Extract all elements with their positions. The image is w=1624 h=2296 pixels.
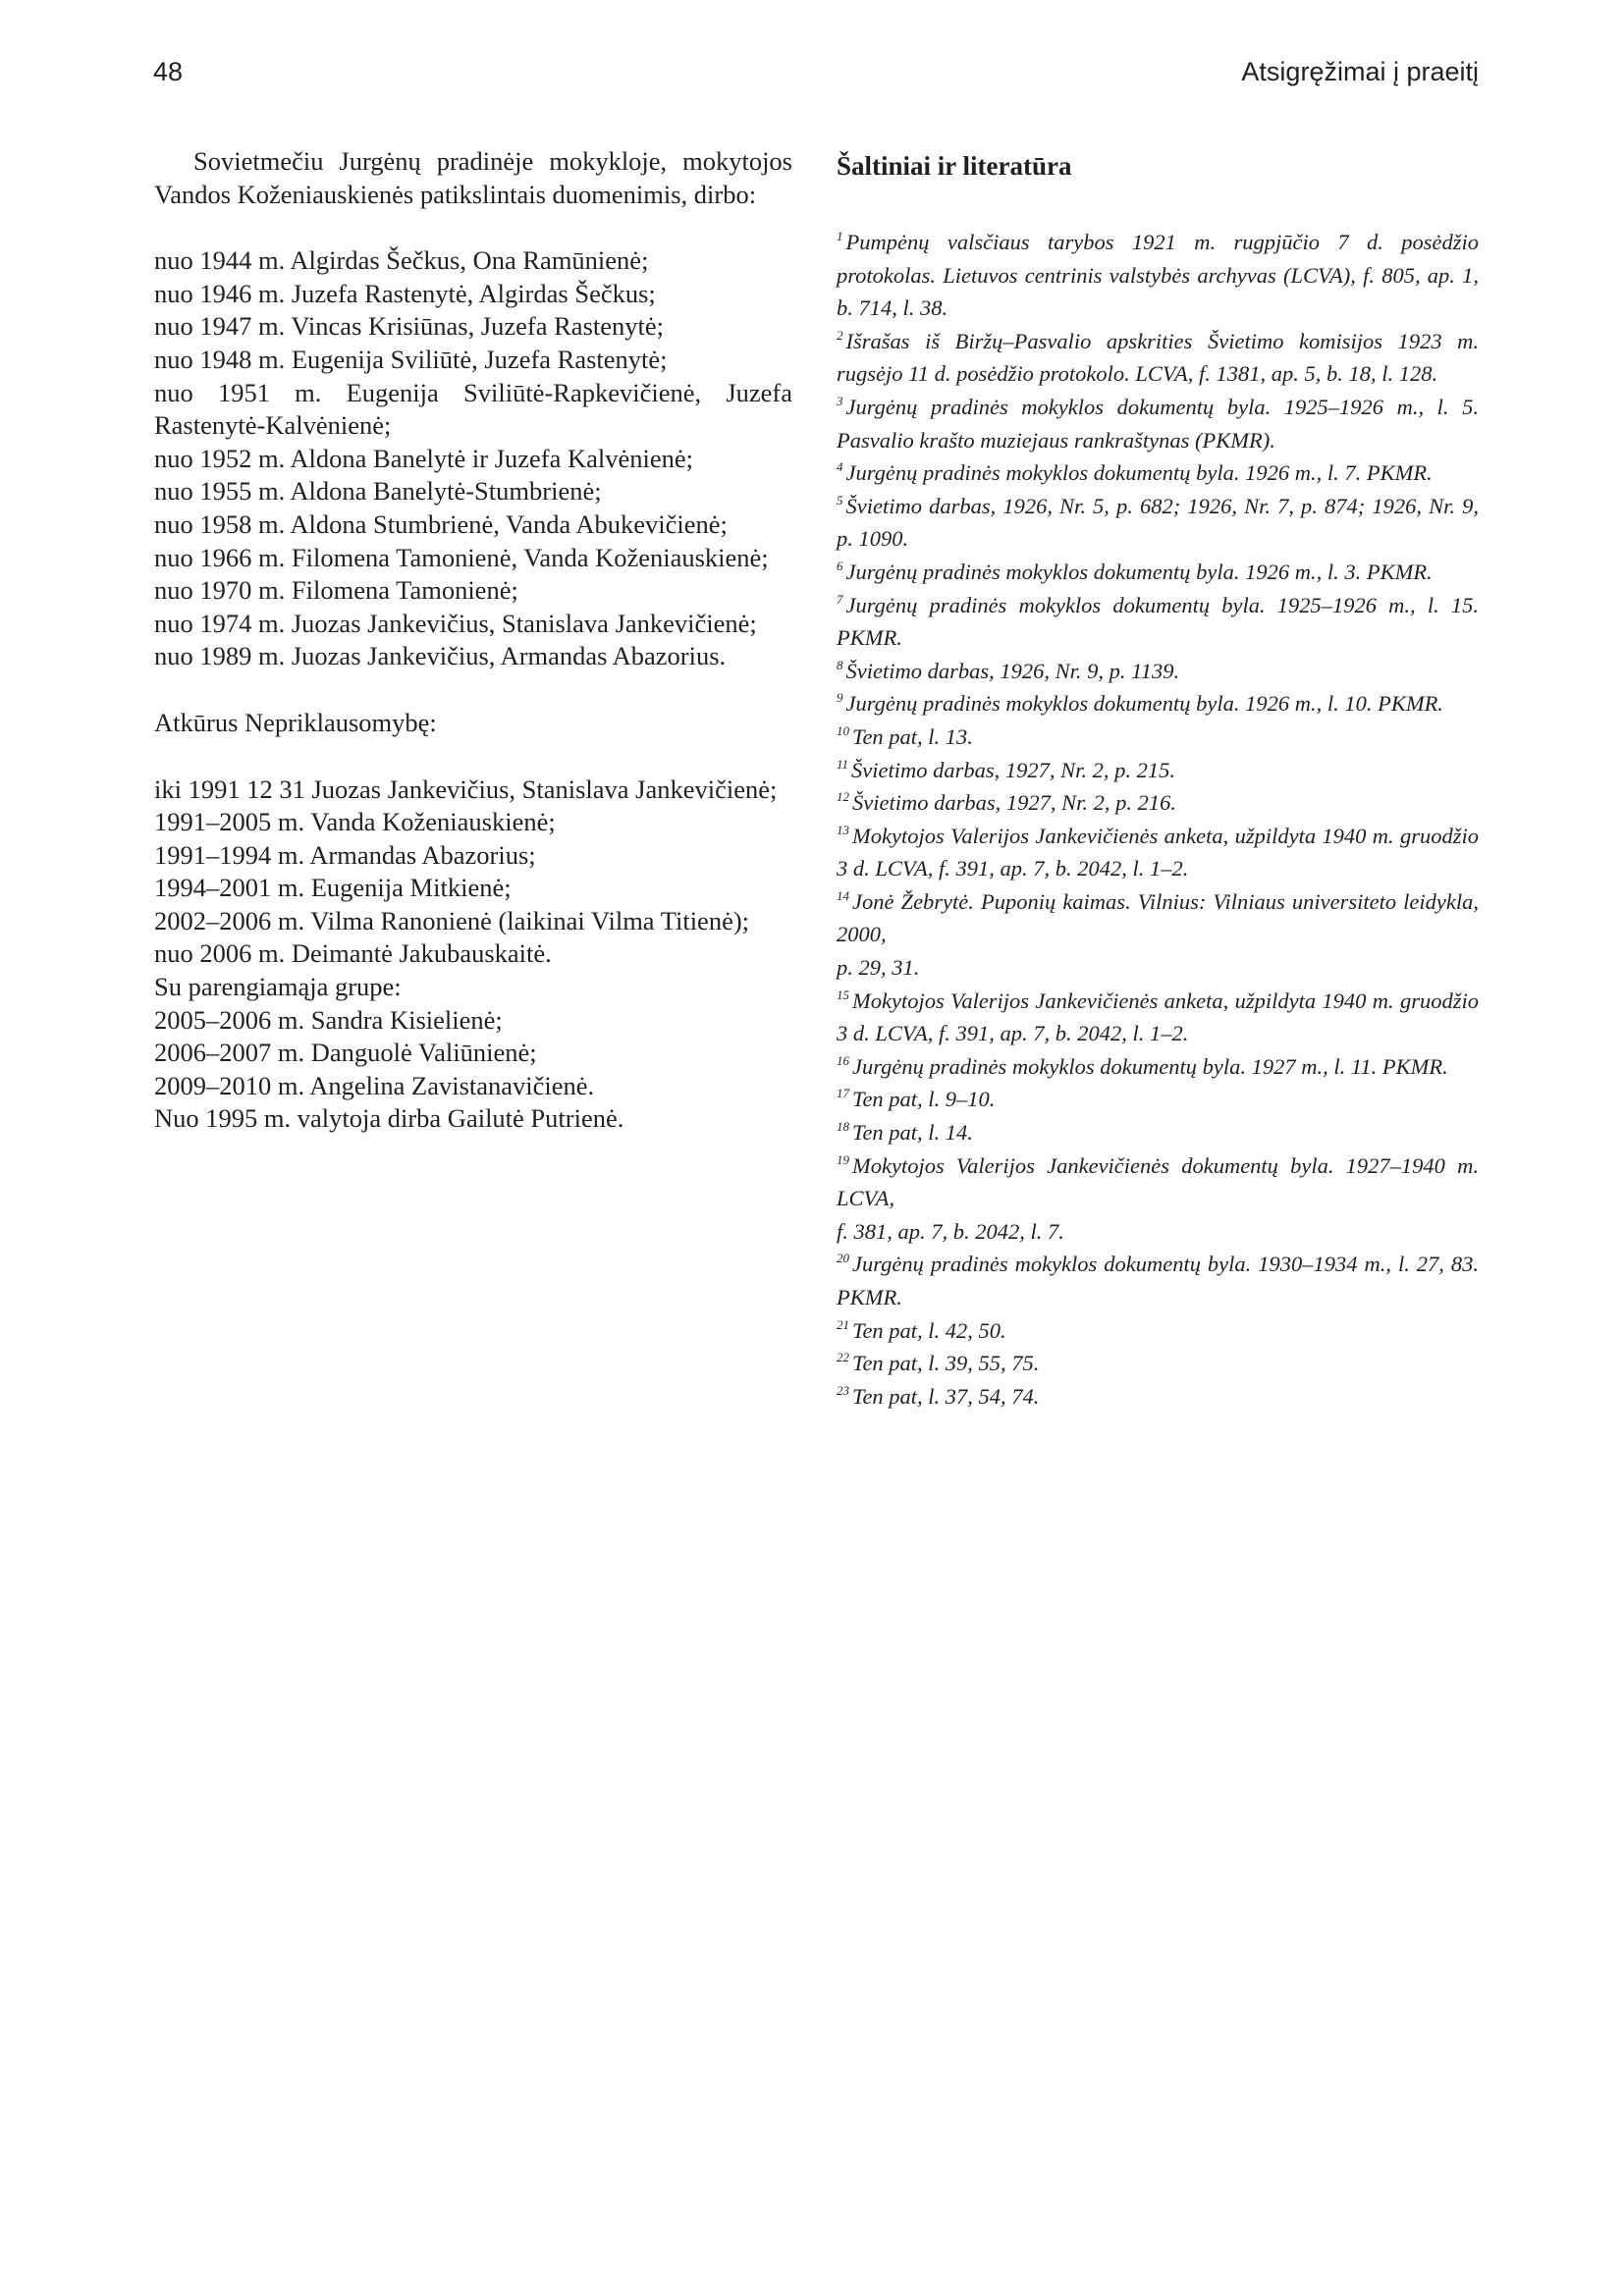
footnote [837, 1215, 1479, 1249]
footnote [837, 226, 1479, 325]
footnote-number: 5 [837, 492, 843, 507]
footnote-text: Jonė Žebrytė. Puponių kaimas. Vilnius: Vilniaus universiteto leidykla, 2000, [837, 888, 1479, 947]
running-title: Atsigręžimai į praeitį [1241, 57, 1479, 86]
footnote-text: Jurgėnų pradinės mokyklos dokumentų byla. 1926 m., l. 10. PKMR. [845, 691, 1443, 717]
footnote-number: 12 [837, 789, 849, 805]
staff-entry: 1994–2001 m. Eugenija Mitkienė; [154, 873, 512, 903]
footnote-text: Pumpėnų valsčiaus tarybos 1921 m. rugpjūčio 7 d. posėdžio protokolas. Lietuvos centrinis valstybės archyvas (LCVA), f. 805, ap. 1, b. 714, l. 38. [837, 230, 1479, 321]
footnote-text: Ten pat, l. 14. [852, 1120, 973, 1146]
footnote [837, 951, 1479, 985]
staff-entry: iki 1991 12 31 Juozas Jankevičius, Stanislava Jankevičienė; [154, 774, 778, 804]
footnote-text: Jurgėnų pradinės mokyklos dokumentų byla. 1927 m., l. 11. PKMR. [852, 1053, 1448, 1079]
staff-entry: nuo 1946 m. Juzefa Rastenytė, Algirdas Šečkus; [154, 278, 656, 308]
footnote-number: 22 [837, 1350, 849, 1365]
staff-entry: nuo 1951 m. Eugenija Sviliūtė-Rapkevičienė, Juzefa Rastenytė-Kalvėnienė; [154, 377, 792, 441]
footnote [837, 655, 1479, 688]
footnote-text: Švietimo darbas, 1926, Nr. 9, p. 1139. [845, 658, 1180, 683]
footnote-number: 14 [837, 887, 849, 903]
footnote-number: 20 [837, 1251, 849, 1266]
footnote [837, 721, 1479, 754]
footnote-number: 11 [837, 756, 849, 772]
footnote-number: 6 [837, 558, 843, 573]
page-number: 48 [153, 57, 184, 86]
footnote [837, 1347, 1479, 1380]
footnote-text: Jurgėnų pradinės mokyklos dokumentų byla. 1926 m., l. 3. PKMR. [845, 559, 1433, 584]
footnote [837, 754, 1479, 787]
footnote-text: Jurgėnų pradinės mokyklos dokumentų byla. 1930–1934 m., l. 27, 83. PKMR. [837, 1252, 1479, 1309]
footnote-number: 16 [837, 1052, 849, 1068]
footnote-text: Švietimo darbas, 1927, Nr. 2, p. 215. [851, 757, 1176, 782]
footnote-text: Ten pat, l. 13. [852, 723, 973, 749]
footnote-text: Ten pat, l. 37, 54, 74. [852, 1383, 1040, 1409]
staff-entry: Nuo 1995 m. valytoja dirba Gailutė Putrienė. [154, 1103, 624, 1134]
footnote [837, 456, 1479, 490]
footnote [837, 325, 1479, 391]
footnote [837, 1050, 1479, 1084]
staff-entry: 2006–2007 m. Danguolė Valiūnienė; [154, 1038, 537, 1068]
footnote [837, 556, 1479, 589]
footnote-text: Mokytojos Valerijos Jankevičienės dokumentų byla. 1927–1940 m. LCVA, [837, 1152, 1479, 1211]
footnote-number: 1 [837, 229, 843, 243]
staff-entry: nuo 1948 m. Eugenija Sviliūtė, Juzefa Rastenytė; [154, 344, 668, 374]
footnote-text: Ten pat, l. 9–10. [852, 1087, 996, 1112]
footnote [837, 490, 1479, 556]
staff-entry: 2005–2006 m. Sandra Kisielienė; [154, 1004, 503, 1035]
staff-entry: 1991–2005 m. Vanda Koženiauskienė; [154, 807, 556, 837]
footnote [837, 1116, 1479, 1149]
staff-entry: Su parengiamąja grupe: [154, 972, 402, 1002]
footnote [837, 985, 1479, 1050]
staff-entry: nuo 1955 m. Aldona Banelytė-Stumbrienė; [154, 476, 602, 507]
footnote [837, 1083, 1479, 1116]
footnote-text: Švietimo darbas, 1926, Nr. 5, p. 682; 1926, Nr. 7, p. 874; 1926, Nr. 9, p. 1090. [837, 493, 1479, 552]
staff-entry: nuo 2006 m. Deimantė Jakubauskaitė. [154, 938, 552, 969]
staff-entry: 2009–2010 m. Angelina Zavistanavičienė. [154, 1070, 595, 1100]
staff-entry: nuo 1974 m. Juozas Jankevičius, Stanislava Jankevičienė; [154, 608, 757, 638]
staff-entry: nuo 1952 m. Aldona Banelytė ir Juzefa Kalvėnienė; [154, 443, 693, 473]
staff-entry: nuo 1958 m. Aldona Stumbrienė, Vanda Abukevičienė; [154, 508, 728, 539]
staff-entry: 1991–1994 m. Armandas Abazorius; [154, 839, 536, 870]
footnote-text: Jurgėnų pradinės mokyklos dokumentų byla. 1925–1926 m., l. 15. PKMR. [837, 592, 1479, 651]
intro-paragraph: Sovietmečiu Jurgėnų pradinėje mokykloje, mokytojos Vandos Koženiauskienės patikslintais duomenimis, dirbo: [154, 146, 792, 209]
footnote [837, 885, 1479, 951]
main-text-column [154, 145, 792, 1136]
footnote-number: 18 [837, 1119, 849, 1135]
footnote [837, 1380, 1479, 1414]
footnote-text: f. 381, ap. 7, b. 2042, l. 7. [837, 1218, 1064, 1244]
footnote [837, 1314, 1479, 1348]
footnote-number: 8 [837, 657, 843, 672]
soviet-staff-list [154, 244, 792, 673]
footnote-text: Mokytojos Valerijos Jankevičienės anketa, užpildyta 1940 m. gruodžio 3 d. LCVA, f. 391, ap. 7, b. 2042, l. 1–2. [837, 988, 1479, 1046]
sources-column [837, 149, 1479, 1413]
footnote-number: 13 [837, 822, 849, 837]
staff-entry: 2002–2006 m. Vilma Ranonienė (laikinai Vilma Titienė); [154, 905, 750, 935]
footnote-number: 9 [837, 690, 843, 706]
footnote-number: 17 [837, 1086, 849, 1101]
staff-entry: nuo 1947 m. Vincas Krisiūnas, Juzefa Rastenytė; [154, 311, 664, 342]
footnote-number: 15 [837, 987, 849, 1002]
sources-title: Šaltiniai ir literatūra [837, 151, 1072, 181]
footnote-text: Ten pat, l. 39, 55, 75. [852, 1351, 1040, 1376]
footnote-text: Jurgėnų pradinės mokyklos dokumentų byla. 1925–1926 m., l. 5. Pasvalio krašto muziejaus rankraštynas (PKMR). [837, 394, 1479, 453]
footnote [837, 1248, 1479, 1313]
staff-entry: nuo 1970 m. Filomena Tamonienė; [154, 575, 518, 606]
footnote [837, 589, 1479, 655]
footnote-text: Jurgėnų pradinės mokyklos dokumentų byla. 1926 m., l. 7. PKMR. [845, 460, 1433, 486]
footnote-text: Švietimo darbas, 1927, Nr. 2, p. 216. [852, 790, 1177, 816]
footnotes-list [837, 226, 1479, 1413]
footnote-number: 10 [837, 722, 849, 738]
staff-entry: nuo 1989 m. Juozas Jankevičius, Armandas Abazorius. [154, 641, 727, 671]
footnote [837, 687, 1479, 721]
footnote-number: 19 [837, 1151, 849, 1167]
footnote [837, 1149, 1479, 1215]
independence-heading: Atkūrus Nepriklausomybę: [154, 707, 437, 737]
footnote-text: Ten pat, l. 42, 50. [852, 1317, 1006, 1343]
footnote [837, 820, 1479, 885]
footnote-number: 21 [837, 1316, 849, 1332]
footnote-number: 4 [837, 459, 843, 475]
staff-entry: nuo 1944 m. Algirdas Šečkus, Ona Ramūnienė; [154, 245, 649, 276]
footnote-number: 2 [837, 327, 843, 343]
footnote-text: Išrašas iš Biržų–Pasvalio apskrities Švietimo komisijos 1923 m. rugsėjo 11 d. posėdžio protokolo. LCVA, f. 1381, ap. 5, b. 18, l. 128. [837, 328, 1479, 387]
footnote-text: p. 29, 31. [837, 955, 920, 981]
footnote [837, 786, 1479, 820]
footnote-number: 23 [837, 1382, 849, 1398]
footnote-number: 3 [837, 393, 843, 408]
footnote-text: Mokytojos Valerijos Jankevičienės anketa, užpildyta 1940 m. gruodžio 3 d. LCVA, f. 391, ap. 7, b. 2042, l. 1–2. [837, 823, 1479, 881]
footnote-number: 7 [837, 591, 843, 607]
footnote [837, 391, 1479, 456]
staff-entry: nuo 1966 m. Filomena Tamonienė, Vanda Koženiauskienė; [154, 542, 769, 572]
independence-staff-list [154, 774, 792, 1137]
